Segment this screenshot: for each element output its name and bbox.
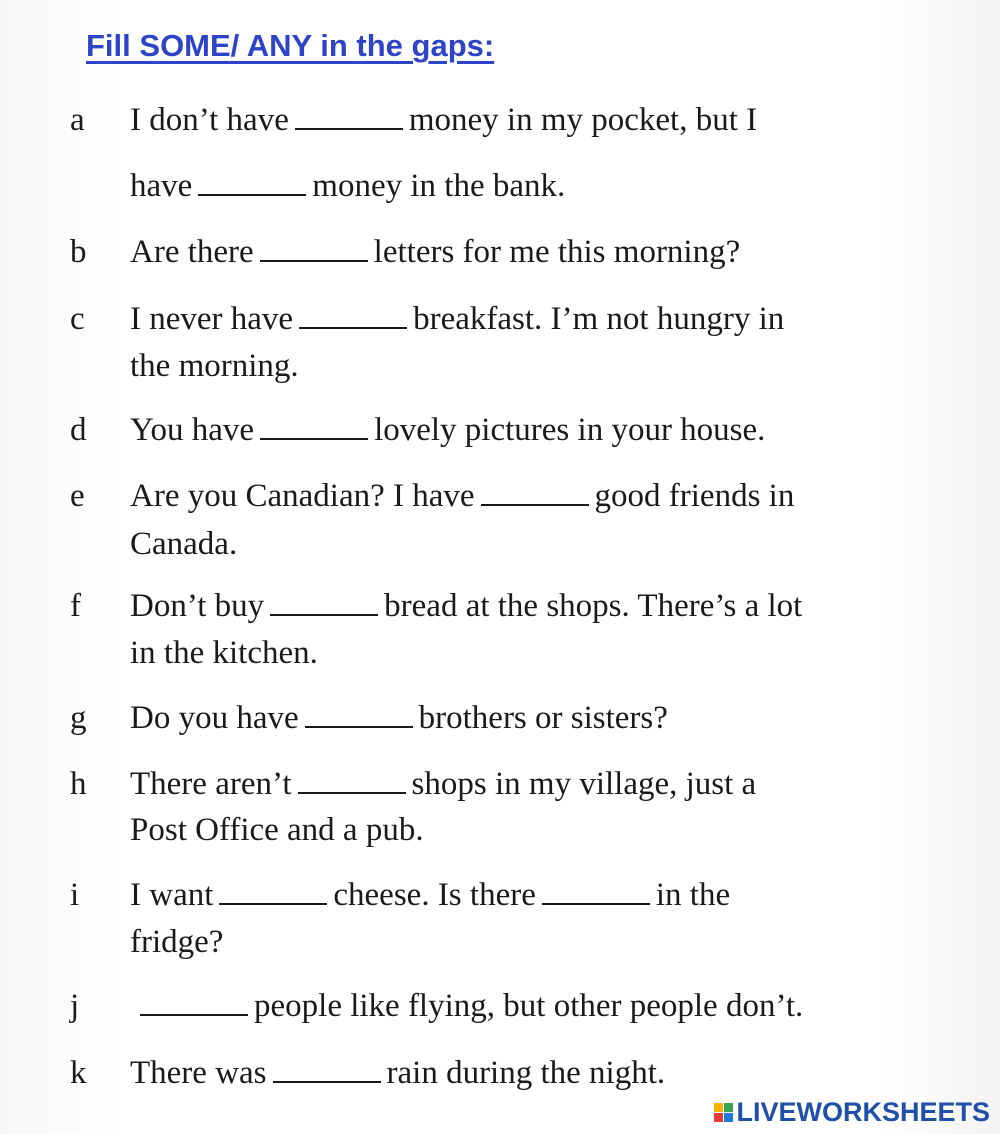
exercise-text: shops in my village, just a [411,766,757,802]
exercise-text: Are you Canadian? I have [130,478,475,514]
answer-blank[interactable] [299,307,407,329]
answer-blank[interactable] [260,418,368,440]
exercise-letter: j [70,988,80,1024]
logo-square [714,1113,723,1122]
answer-blank[interactable] [542,883,650,905]
exercise-letter: b [70,234,87,270]
answer-blank[interactable] [273,1061,381,1083]
exercise-text: bread at the shops. There’s a lot [384,588,803,624]
exercise-text: good friends in [594,478,795,514]
exercise-text: have [130,168,193,204]
exercise-text: money in the bank. [312,168,566,204]
exercise-text: in the kitchen. [130,635,318,671]
exercise-letter: h [70,766,87,802]
exercise-letter: i [70,877,80,913]
answer-blank[interactable] [260,240,368,262]
exercise-text: Do you have [130,700,299,736]
exercise-text: I never have [130,301,294,337]
exercise-letter: c [70,301,85,337]
worksheet-title: Fill SOME/ ANY in the gaps: [86,28,495,63]
exercise-letter: k [70,1055,87,1091]
exercise-text: Are there [130,234,254,270]
exercise-text: breakfast. I’m not hungry in [413,301,785,337]
exercise-text: There was [130,1055,267,1091]
exercise-text: lovely pictures in your house. [374,412,766,448]
exercise-text: cheese. Is there [333,877,536,913]
exercise-text: I want [130,877,214,913]
answer-blank[interactable] [298,772,406,794]
exercise-letter: d [70,412,87,448]
exercise-text: Don’t buy [130,588,265,624]
logo-text: LIVEWORKSHEETS [736,1097,990,1127]
answer-blank[interactable] [295,108,403,130]
exercise-text: There aren’t [130,766,292,802]
answer-blank[interactable] [270,594,378,616]
answer-blank[interactable] [481,484,589,506]
logo-square [714,1103,723,1112]
exercise-text: Post Office and a pub. [130,812,424,848]
exercise-text: Canada. [130,526,238,562]
answer-blank[interactable] [140,994,248,1016]
exercise-text: fridge? [130,924,224,960]
exercise-text: in the [655,877,731,913]
exercise-letter: a [70,102,85,138]
exercise-text: money in my pocket, but I [408,102,758,138]
answer-blank[interactable] [198,174,306,196]
answer-blank[interactable] [305,706,413,728]
exercise-text: I don’t have [130,102,289,138]
exercise-text: the morning. [130,348,299,384]
logo-icon [714,1103,733,1122]
exercise-letter: e [70,478,85,514]
exercise-letter: f [70,588,81,624]
exercise-text: You have [130,412,255,448]
liveworksheets-logo [714,1097,990,1128]
exercise-text: rain during the night. [386,1055,666,1091]
exercise-letter: g [70,700,87,736]
exercise-text: letters for me this morning? [373,234,741,270]
answer-blank[interactable] [219,883,327,905]
logo-square [724,1103,733,1112]
exercise-text: people like flying, but other people don’t. [254,988,804,1024]
logo-square [724,1113,733,1122]
exercise-text: brothers or sisters? [418,700,668,736]
